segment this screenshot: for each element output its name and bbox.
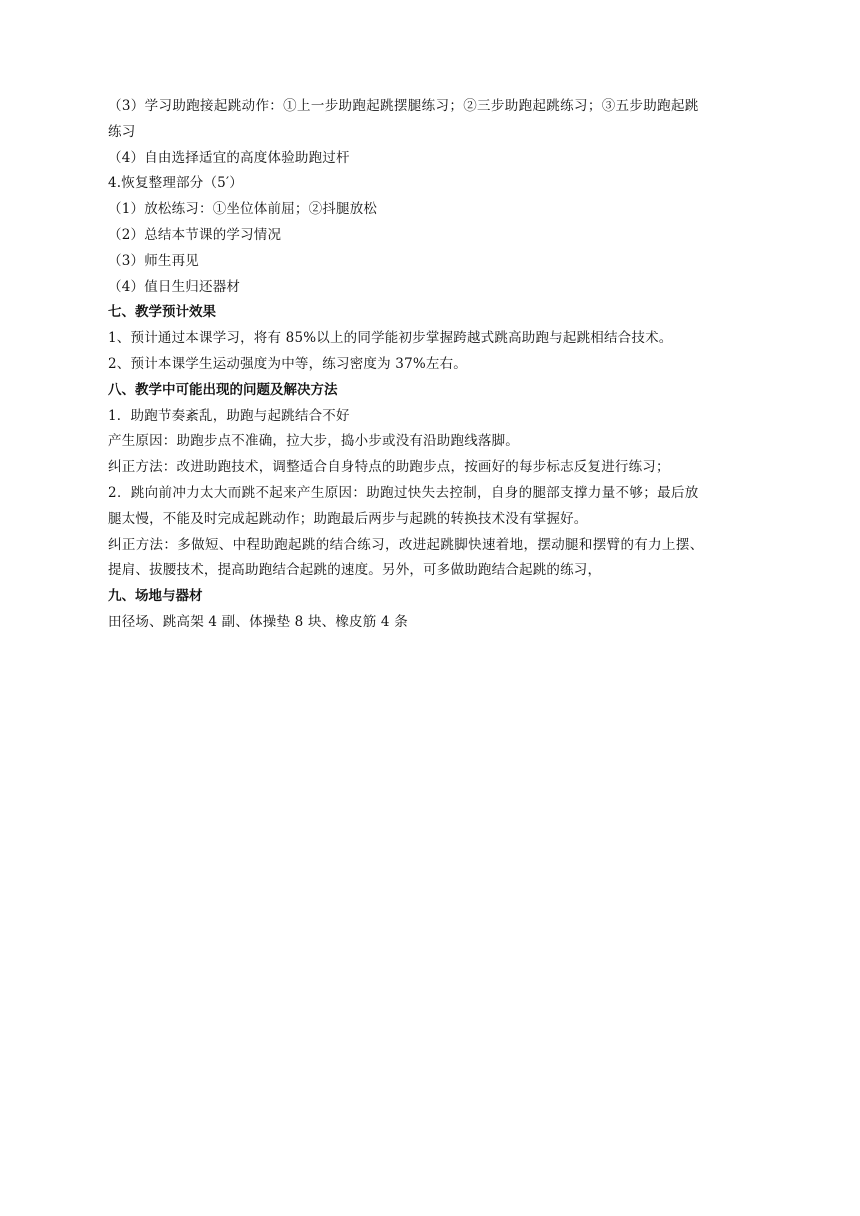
cooldown-item-4: （4）值日生归还器材 <box>108 278 241 295</box>
section-heading-expected-effect: 七、教学预计效果 <box>108 304 216 321</box>
problem-1-title: 1．助跑节奏紊乱，助跑与起跳结合不好 <box>108 407 350 424</box>
section-4-subtitle: 4.恢复整理部分（5′） <box>108 175 243 192</box>
practice-item-3-text: （3）学习助跑接起跳动作：①上一步助跑起跳摆腿练习；②三步助跑起跳练习；③五步助跑起跳 <box>108 98 699 114</box>
document-body <box>108 94 758 636</box>
problem-2-correction-line-1: 纠正方法：多做短、中程助跑起跳的结合练习，改进起跳脚快速着地，摆动腿和摆臂的有力上摆、 <box>108 536 704 553</box>
practice-item-3-continuation: 练习 <box>108 123 136 140</box>
expected-effect-item-1: 1、预计通过本课学习，将有 85%以上的同学能初步掌握跨越式跳高助跑与起跳相结合技术。 <box>108 330 673 347</box>
venue-equipment-text: 田径场、跳高架 4 副、体操垫 8 块、橡皮筋 4 条 <box>108 613 408 630</box>
section-heading-problems-solutions: 八、教学中可能出现的问题及解决方法 <box>108 381 338 398</box>
problem-2-title-line-2: 腿太慢，不能及时完成起跳动作；助跑最后两步与起跳的转换技术没有掌握好。 <box>108 510 588 527</box>
expected-effect-item-2: 2、预计本课学生运动强度为中等，练习密度为 37%左右。 <box>108 355 467 372</box>
cooldown-item-3: （3）师生再见 <box>108 252 199 269</box>
problem-2-title-line-1: 2．跳向前冲力太大而跳不起来产生原因：助跑过快失去控制，自身的腿部支撑力量不够；最后放 <box>108 484 699 501</box>
practice-item-4-text: （4）自由选择适宜的高度体验助跑过杆 <box>108 149 350 166</box>
section-heading-venue-equipment: 九、场地与器材 <box>108 588 203 605</box>
cooldown-item-1: （1）放松练习：①坐位体前屈；②抖腿放松 <box>108 201 378 218</box>
problem-1-cause: 产生原因：助跑步点不准确，拉大步，捣小步或没有沿助跑线落脚。 <box>108 433 519 450</box>
cooldown-item-2: （2）总结本节课的学习情况 <box>108 226 282 243</box>
problem-1-correction: 纠正方法：改进助跑技术，调整适合自身特点的助跑步点，按画好的每步标志反复进行练习； <box>108 459 670 476</box>
problem-2-correction-line-2: 提肩、拔腰技术，提高助跑结合起跳的速度。另外，可多做助跑结合起跳的练习， <box>108 562 602 579</box>
